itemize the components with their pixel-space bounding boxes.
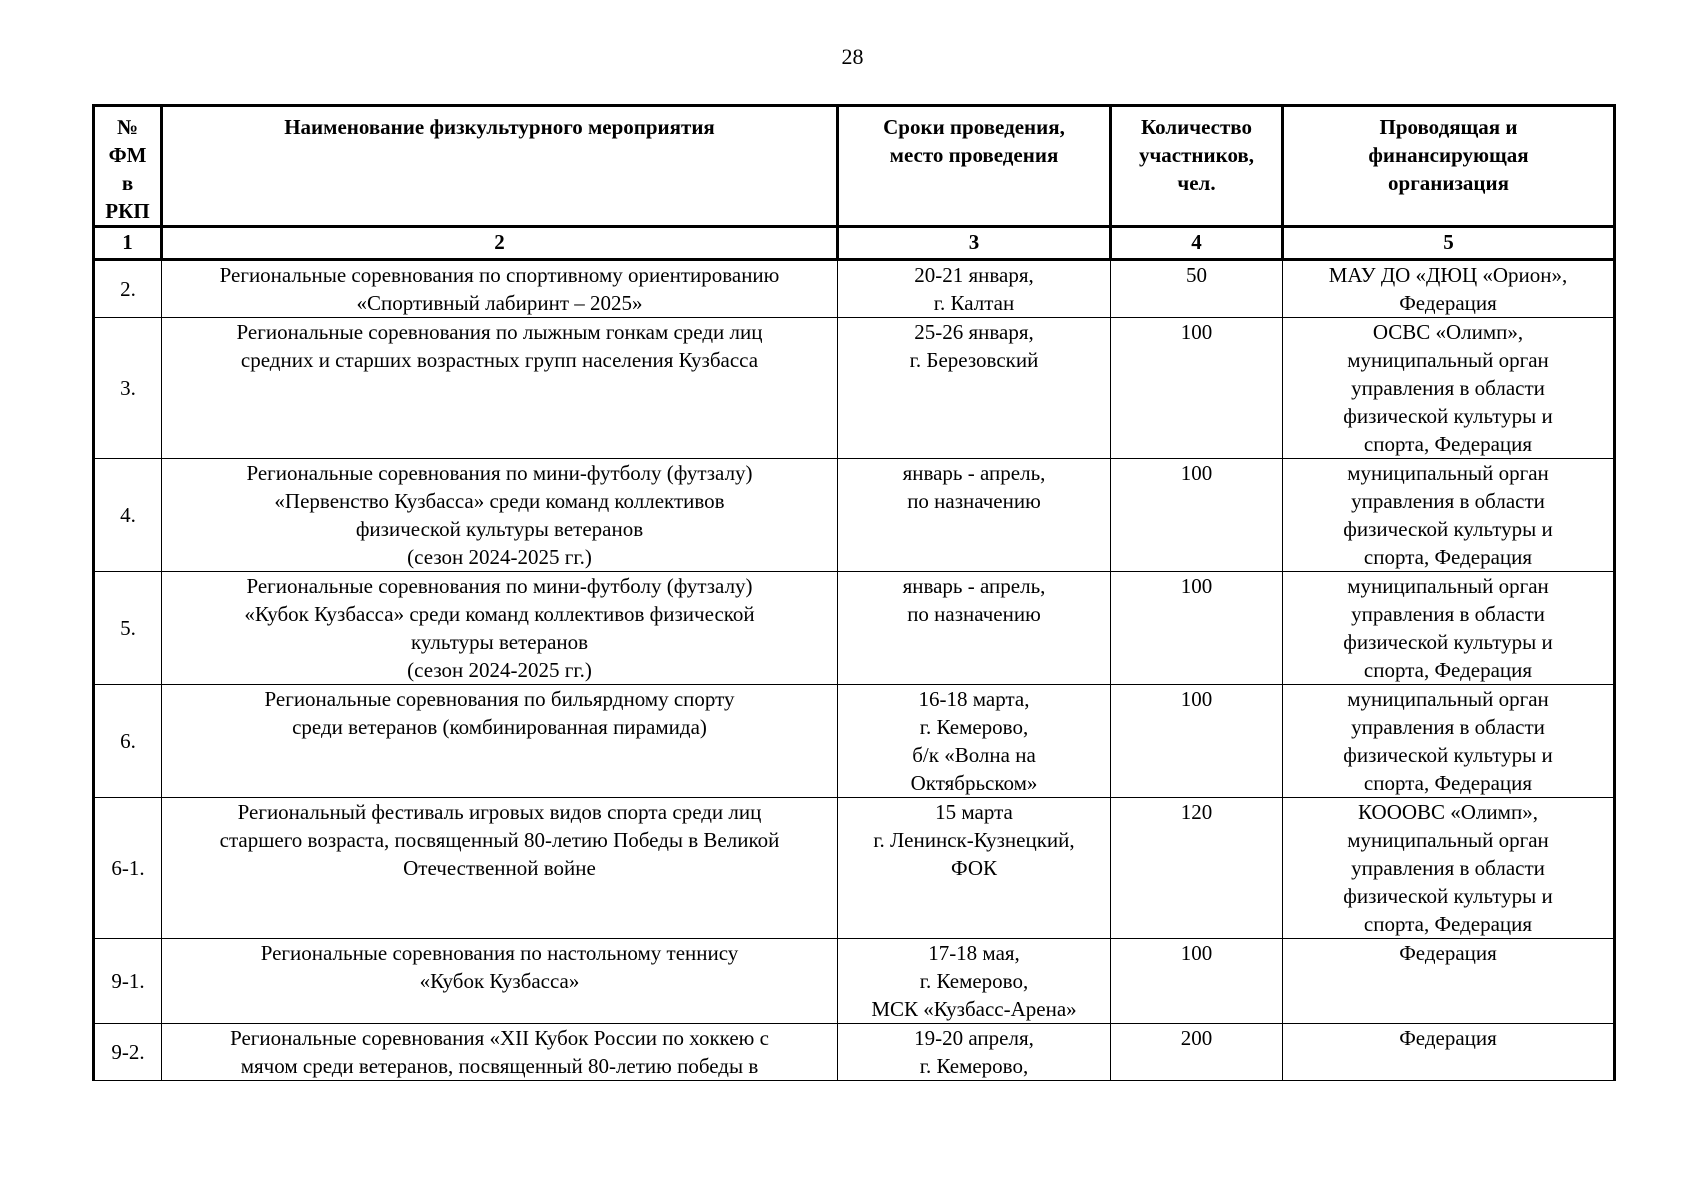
event-dates-line: январь - апрель,	[902, 574, 1046, 598]
event-name-line: «Спортивный лабиринт – 2025»	[356, 291, 643, 315]
organization-line: Федерация	[1399, 941, 1497, 965]
event-name-line: Региональные соревнования по бильярдному спорту	[264, 687, 735, 711]
event-name-line: средних и старших возрастных групп населения Кузбасса	[240, 348, 759, 372]
event-dates-line: 19-20 апреля,	[914, 1026, 1034, 1050]
column-number: 1	[94, 227, 162, 260]
event-dates-line: г. Березовский	[909, 348, 1039, 372]
event-dates-line: б/к «Волна на	[912, 743, 1036, 767]
event-name	[162, 798, 838, 939]
organization	[1283, 260, 1615, 318]
event-dates-line: г. Кемерово,	[919, 1054, 1029, 1078]
event-name-line: «Кубок Кузбасса» среди команд коллективов физической	[244, 602, 755, 626]
column-number: 2	[162, 227, 838, 260]
event-dates	[838, 318, 1111, 459]
row-number: 2.	[94, 260, 162, 318]
header-number: № ФМ в РКП	[94, 106, 162, 227]
row-number: 4.	[94, 459, 162, 572]
organization	[1283, 939, 1615, 1024]
event-name	[162, 572, 838, 685]
organization-line: спорта, Федерация	[1363, 545, 1533, 569]
event-dates-line: по назначению	[907, 489, 1041, 513]
column-number: 3	[838, 227, 1111, 260]
event-name	[162, 685, 838, 798]
organization-line: спорта, Федерация	[1363, 912, 1533, 936]
table-row	[94, 572, 1615, 685]
event-dates	[838, 459, 1111, 572]
organization-line: управления в области	[1351, 856, 1545, 880]
organization	[1283, 572, 1615, 685]
row-number: 3.	[94, 318, 162, 459]
organization-line: муниципальный орган	[1347, 574, 1549, 598]
header-row	[94, 106, 1615, 227]
organization-line: спорта, Федерация	[1363, 771, 1533, 795]
row-number: 5.	[94, 572, 162, 685]
event-dates-line: 16-18 марта,	[918, 687, 1030, 711]
participant-count: 100	[1111, 685, 1283, 798]
event-dates	[838, 798, 1111, 939]
event-name	[162, 260, 838, 318]
organization	[1283, 798, 1615, 939]
row-number: 9-1.	[94, 939, 162, 1024]
event-dates-line: 25-26 января,	[914, 320, 1034, 344]
table-row	[94, 798, 1615, 939]
event-name	[162, 939, 838, 1024]
table-row	[94, 1024, 1615, 1081]
table-row	[94, 685, 1615, 798]
event-name-line: (сезон 2024-2025 гг.)	[407, 658, 592, 682]
organization-line: физической культуры и	[1343, 404, 1553, 428]
event-name-line: «Первенство Кузбасса» среди команд коллективов	[274, 489, 725, 513]
event-name-line: «Кубок Кузбасса»	[419, 969, 580, 993]
event-dates-line: январь - апрель,	[902, 461, 1046, 485]
participant-count: 100	[1111, 939, 1283, 1024]
organization-line: спорта, Федерация	[1363, 658, 1533, 682]
event-dates-line: по назначению	[907, 602, 1041, 626]
event-dates-line: Октябрьском»	[910, 771, 1038, 795]
event-dates	[838, 939, 1111, 1024]
header-dates: Сроки проведения, место проведения	[838, 106, 1111, 227]
organization-line: Федерация	[1399, 291, 1497, 315]
column-numbers-row	[94, 227, 1615, 260]
organization	[1283, 318, 1615, 459]
row-number: 6-1.	[94, 798, 162, 939]
participant-count: 50	[1111, 260, 1283, 318]
table-row	[94, 939, 1615, 1024]
event-name-line: Региональные соревнования по лыжным гонкам среди лиц	[236, 320, 763, 344]
organization-line: спорта, Федерация	[1363, 432, 1533, 456]
organization-line: ОСВС «Олимп»,	[1372, 320, 1524, 344]
event-name-line: Региональные соревнования «XII Кубок России по хоккею с	[230, 1026, 769, 1050]
organization	[1283, 459, 1615, 572]
organization	[1283, 1024, 1615, 1081]
row-number: 9-2.	[94, 1024, 162, 1081]
page-number: 28	[841, 44, 864, 69]
column-number: 4	[1111, 227, 1283, 260]
organization-line: управления в области	[1351, 715, 1545, 739]
column-number: 5	[1283, 227, 1615, 260]
event-name-line: культуры ветеранов	[410, 630, 589, 654]
organization-line: муниципальный орган	[1347, 687, 1549, 711]
participant-count: 100	[1111, 459, 1283, 572]
event-name-line: среди ветеранов (комбинированная пирамида)	[292, 715, 707, 739]
table-row	[94, 260, 1615, 318]
event-dates	[838, 1024, 1111, 1081]
organization-line: физической культуры и	[1343, 743, 1553, 767]
event-name-line: старшего возраста, посвященный 80-летию Победы в Великой	[219, 828, 780, 852]
event-name-line: мячом среди ветеранов, посвященный 80-летию победы в	[240, 1054, 759, 1078]
event-name	[162, 318, 838, 459]
event-dates	[838, 685, 1111, 798]
header-organization: Проводящая и финансирующая организация	[1283, 106, 1615, 227]
organization-line: муниципальный орган	[1347, 828, 1549, 852]
event-dates-line: г. Кемерово,	[919, 969, 1029, 993]
organization-line: управления в области	[1351, 602, 1545, 626]
event-name-line: Региональные соревнования по настольному теннису	[260, 941, 739, 965]
organization-line: физической культуры и	[1343, 517, 1553, 541]
organization-line: муниципальный орган	[1347, 348, 1549, 372]
event-name-line: Региональный фестиваль игровых видов спорта среди лиц	[237, 800, 762, 824]
event-dates-line: ФОК	[950, 856, 998, 880]
events-table	[92, 104, 1616, 1081]
participant-count: 100	[1111, 318, 1283, 459]
event-name	[162, 459, 838, 572]
event-name-line: (сезон 2024-2025 гг.)	[407, 545, 592, 569]
event-dates-line: г. Калтан	[933, 291, 1015, 315]
event-dates-line: г. Кемерово,	[919, 715, 1029, 739]
organization-line: Федерация	[1399, 1026, 1497, 1050]
event-name	[162, 1024, 838, 1081]
event-dates-line: МСК «Кузбасс-Арена»	[871, 997, 1077, 1021]
table-row	[94, 318, 1615, 459]
event-dates-line: г. Ленинск-Кузнецкий,	[873, 828, 1075, 852]
event-dates-line: 20-21 января,	[914, 263, 1034, 287]
organization-line: КОООВС «Олимп»,	[1358, 800, 1538, 824]
event-dates-line: 15 марта	[935, 800, 1013, 824]
event-name-line: Региональные соревнования по мини-футболу (футзалу)	[246, 461, 753, 485]
header-name: Наименование физкультурного мероприятия	[162, 106, 838, 227]
event-dates	[838, 572, 1111, 685]
organization-line: управления в области	[1351, 376, 1545, 400]
organization-line: управления в области	[1351, 489, 1545, 513]
event-name-line: Региональные соревнования по спортивному ориентированию	[219, 263, 780, 287]
participant-count: 200	[1111, 1024, 1283, 1081]
participant-count: 120	[1111, 798, 1283, 939]
table-row	[94, 459, 1615, 572]
participant-count: 100	[1111, 572, 1283, 685]
organization-line: муниципальный орган	[1347, 461, 1549, 485]
event-dates-line: 17-18 мая,	[928, 941, 1020, 965]
event-dates	[838, 260, 1111, 318]
event-name-line: физической культуры ветеранов	[355, 517, 644, 541]
row-number: 6.	[94, 685, 162, 798]
organization-line: физической культуры и	[1343, 630, 1553, 654]
organization	[1283, 685, 1615, 798]
organization-line: МАУ ДО «ДЮЦ «Орион»,	[1328, 263, 1568, 287]
event-name-line: Отечественной войне	[403, 856, 596, 880]
organization-line: физической культуры и	[1343, 884, 1553, 908]
header-count: Количество участников, чел.	[1111, 106, 1283, 227]
event-name-line: Региональные соревнования по мини-футболу (футзалу)	[246, 574, 753, 598]
